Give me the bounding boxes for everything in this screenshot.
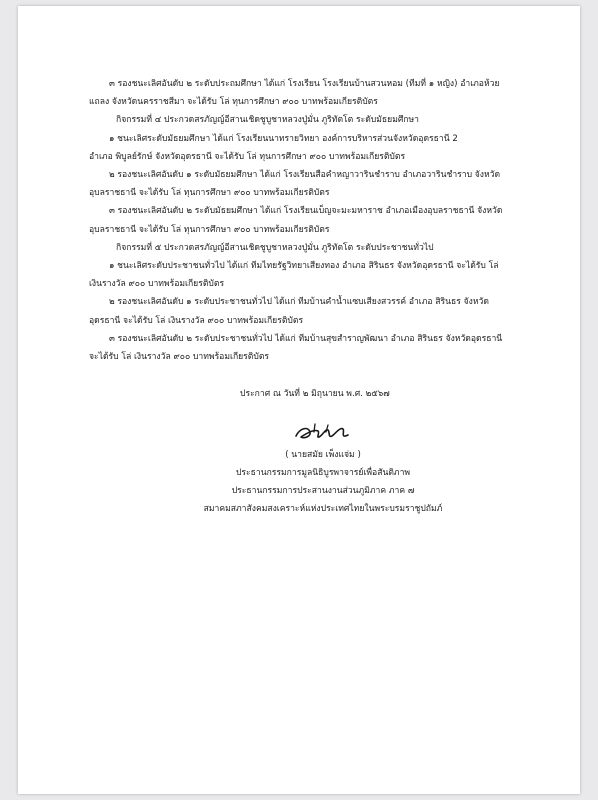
document-page [18,6,580,794]
paragraph-line: เงินรางวัล ๙๐๐ บาทพร้อมเกียรติบัตร [89,279,225,290]
signatory-position: ประธานกรรมการประสานงานส่วนภูมิภาค ภาค ๗ [231,486,415,496]
paragraph-line: อำเภอ พิบูลย์รักษ์ จังหวัดอุดรธานี จะได้รับ โล่ ทุนการศึกษา ๙๐๐ บาทพร้อมเกียรติบัตร [89,151,406,162]
paragraph-line: จะได้รับ โล่ เงินรางวัล ๙๐๐ บาทพร้อมเกียรติบัตร [89,352,270,363]
activity-heading: กิจกรรมที่ ๕ ประกวดสรภัญญ์อีสานเชิดชูบูชาหลวงปู่มั่น ภูริทัตโต ระดับประชาชนทั่วไป [116,242,434,253]
signatory-organization: สมาคมสภาสังคมสงเคราะห์แห่งประเทศไทยในพระบรมราชูปถัมภ์ [203,504,443,514]
paragraph-line: ๒ รองชนะเลิศอันดับ ๑ ระดับประชาชนทั่วไป ได้แก่ ทีมบ้านคำน้ำแซบเสียงสวรรค์ อำเภอ สิรินธร จังหวัด [109,297,489,308]
paragraph-line: แถลง จังหวัดนครราชสีมา จะได้รับ โล่ ทุนการศึกษา ๙๐๐ บาทพร้อมเกียรติบัตร [89,97,378,108]
paragraph-line: ๑ ชนะเลิศระดับมัธยมศึกษา ได้แก่ โรงเรียนนาทรายวิทยา องค์การบริหารส่วนจังหวัดอุดรธานี 2 [109,133,458,144]
signatory-position: ประธานกรรมการมูลนิธิบูรพาจารย์เพื่อสันติภาพ [235,468,411,478]
paragraph-line: ๒ รองชนะเลิศอันดับ ๑ ระดับมัธยมศึกษา ได้แก่ โรงเรียนสือคำหญาวารินชำราบ อำเภอวารินชำราบ จังหวัด [109,170,501,181]
activity-heading: กิจกรรมที่ ๔ ประกวดสรภัญญ์อีสานเชิดชูบูชาหลวงปู่มั่น ภูริทัตโต ระดับมัธยมศึกษา [116,115,420,126]
paragraph-line: ๓ รองชนะเลิศอันดับ ๒ ระดับประถมศึกษา ได้แก่ โรงเรียน โรงเรียนบ้านสวนหอม (ทีมที่ ๑ หญิง) อำเภอห้วย [109,79,500,89]
announcement-date: ประกาศ ณ วันที่ ๒ มิถุนายน พ.ศ. ๒๕๖๗ [240,389,390,399]
paragraph-line: ๓ รองชนะเลิศอันดับ ๒ ระดับมัธยมศึกษา ได้แก่ โรงเรียนเบ็ญจะมะมหาราช อำเภอเมืองอุบลราชธานี จังหวัด [109,206,503,217]
paragraph-line: ๑ ชนะเลิศระดับประชาชนทั่วไป ได้แก่ ทีมไทยรัฐวิทยาเสียงทอง อำเภอ สิรินธร จังหวัดอุดรธานี จะได้รับ โล่ [109,261,499,272]
signatory-name: ( นายสมัย เพ็งแจ่ม ) [285,450,361,460]
handwritten-signature [288,420,358,446]
paragraph-line: อุบลราชธานี จะได้รับ โล่ ทุนการศึกษา ๙๐๐ บาทพร้อมเกียรติบัตร [89,224,330,235]
paragraph-line: อุบลราชธานี จะได้รับ โล่ ทุนการศึกษา ๙๐๐ บาทพร้อมเกียรติบัตร [89,188,330,199]
paragraph-line: ๓ รองชนะเลิศอันดับ ๒ ระดับประชาชนทั่วไป ได้แก่ ทีมบ้านสุขสำราญพัฒนา อำเภอ สิรินธร จังหวัดอุดรธานี [109,333,503,344]
paragraph-line: อุดรธานี จะได้รับ โล่ เงินรางวัล ๙๐๐ บาทพร้อมเกียรติบัตร [89,315,304,326]
document-body [89,75,535,366]
signature-block [173,420,473,518]
